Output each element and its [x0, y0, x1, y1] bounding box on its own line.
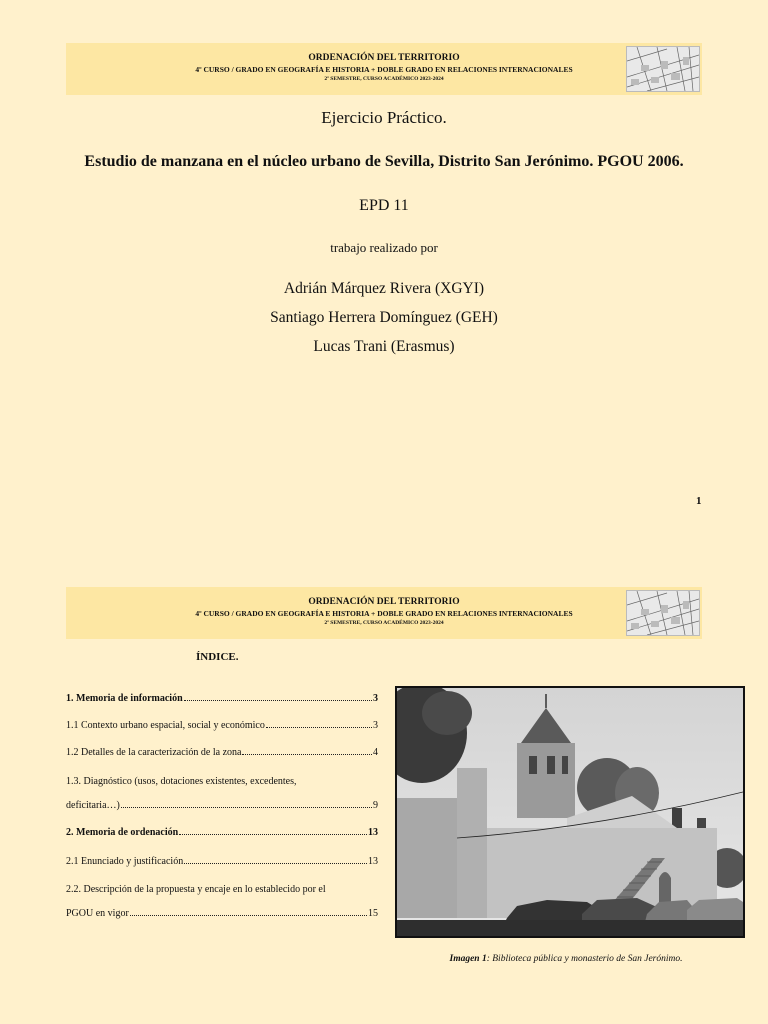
toc-entry-title: deficitaria…) — [66, 800, 120, 811]
caption-label: Imagen 1 — [449, 954, 487, 964]
epd-label: EPD 11 — [359, 197, 409, 214]
toc-entry[interactable] — [66, 719, 378, 732]
toc-entry-title: 1.3. Diagnóstico (usos, dotaciones existentes, excedentes, — [66, 776, 297, 787]
toc-entry[interactable] — [66, 692, 378, 705]
page-header — [66, 587, 702, 639]
monastery-photo — [395, 686, 745, 938]
course-semester: 2º SEMESTRE, CURSO ACADÉMICO 2023-2024 — [324, 620, 444, 626]
toc-entry-page: 3 — [373, 693, 378, 704]
caption-text: : Biblioteca pública y monasterio de San Jerónimo. — [486, 954, 683, 964]
toc-entry-title: 1. Memoria de información — [66, 693, 183, 704]
toc-entry[interactable] — [66, 746, 378, 759]
course-semester: 2º SEMESTRE, CURSO ACADÉMICO 2023-2024 — [324, 76, 444, 82]
toc-entry[interactable] — [66, 883, 378, 896]
toc-entry-page: 15 — [368, 908, 378, 919]
author-1: Adrián Márquez Rivera (XGYI) — [283, 280, 485, 297]
toc-entry-page: 3 — [373, 720, 378, 731]
author-3: Lucas Trani (Erasmus) — [313, 338, 455, 355]
toc-entry-page: 9 — [373, 800, 378, 811]
toc-entry-title: 2. Memoria de ordenación — [66, 827, 179, 838]
toc-entry-title: PGOU en vigor — [66, 908, 129, 919]
study-title: Estudio de manzana en el núcleo urbano de Sevilla, Distrito San Jerónimo. PGOU 2006. — [84, 153, 684, 170]
course-degree: 4º CURSO / GRADO EN GEOGRAFÍA E HISTORIA + DOBLE GRADO EN RELACIONES INTERNACIONALES — [195, 609, 573, 618]
page-number: 1 — [696, 495, 702, 507]
toc-entry-page: 13 — [368, 827, 378, 838]
toc-entry[interactable] — [66, 855, 378, 868]
toc-entry-page: 4 — [373, 747, 378, 758]
toc-entry-title: 1.2 Detalles de la caracterización de la zona — [66, 747, 242, 758]
course-degree: 4º CURSO / GRADO EN GEOGRAFÍA E HISTORIA + DOBLE GRADO EN RELACIONES INTERNACIONALES — [195, 65, 573, 74]
toc-entry[interactable] — [66, 775, 378, 788]
toc-entry[interactable] — [66, 826, 378, 839]
exercise-label: Ejercicio Práctico. — [321, 108, 447, 127]
map-thumbnail — [626, 590, 700, 636]
toc-entry-title: 2.2. Descripción de la propuesta y encaje en lo establecido por el — [66, 884, 326, 895]
toc-entry-title: 2.1 Enunciado y justificación — [66, 856, 184, 867]
toc-entry-title: 1.1 Contexto urbano espacial, social y económico — [66, 720, 265, 731]
course-title: ORDENACIÓN DEL TERRITORIO — [308, 597, 460, 607]
page-header — [66, 43, 702, 95]
toc-entry-page: 13 — [368, 856, 378, 867]
toc-entry[interactable] — [66, 799, 378, 812]
map-thumbnail — [626, 46, 700, 92]
author-2: Santiago Herrera Domínguez (GEH) — [270, 309, 498, 326]
figure-caption — [396, 954, 736, 964]
course-title: ORDENACIÓN DEL TERRITORIO — [308, 53, 460, 63]
toc-entry[interactable] — [66, 907, 378, 920]
made-by-label: trabajo realizado por — [330, 240, 438, 255]
index-heading: ÍNDICE. — [196, 651, 239, 663]
